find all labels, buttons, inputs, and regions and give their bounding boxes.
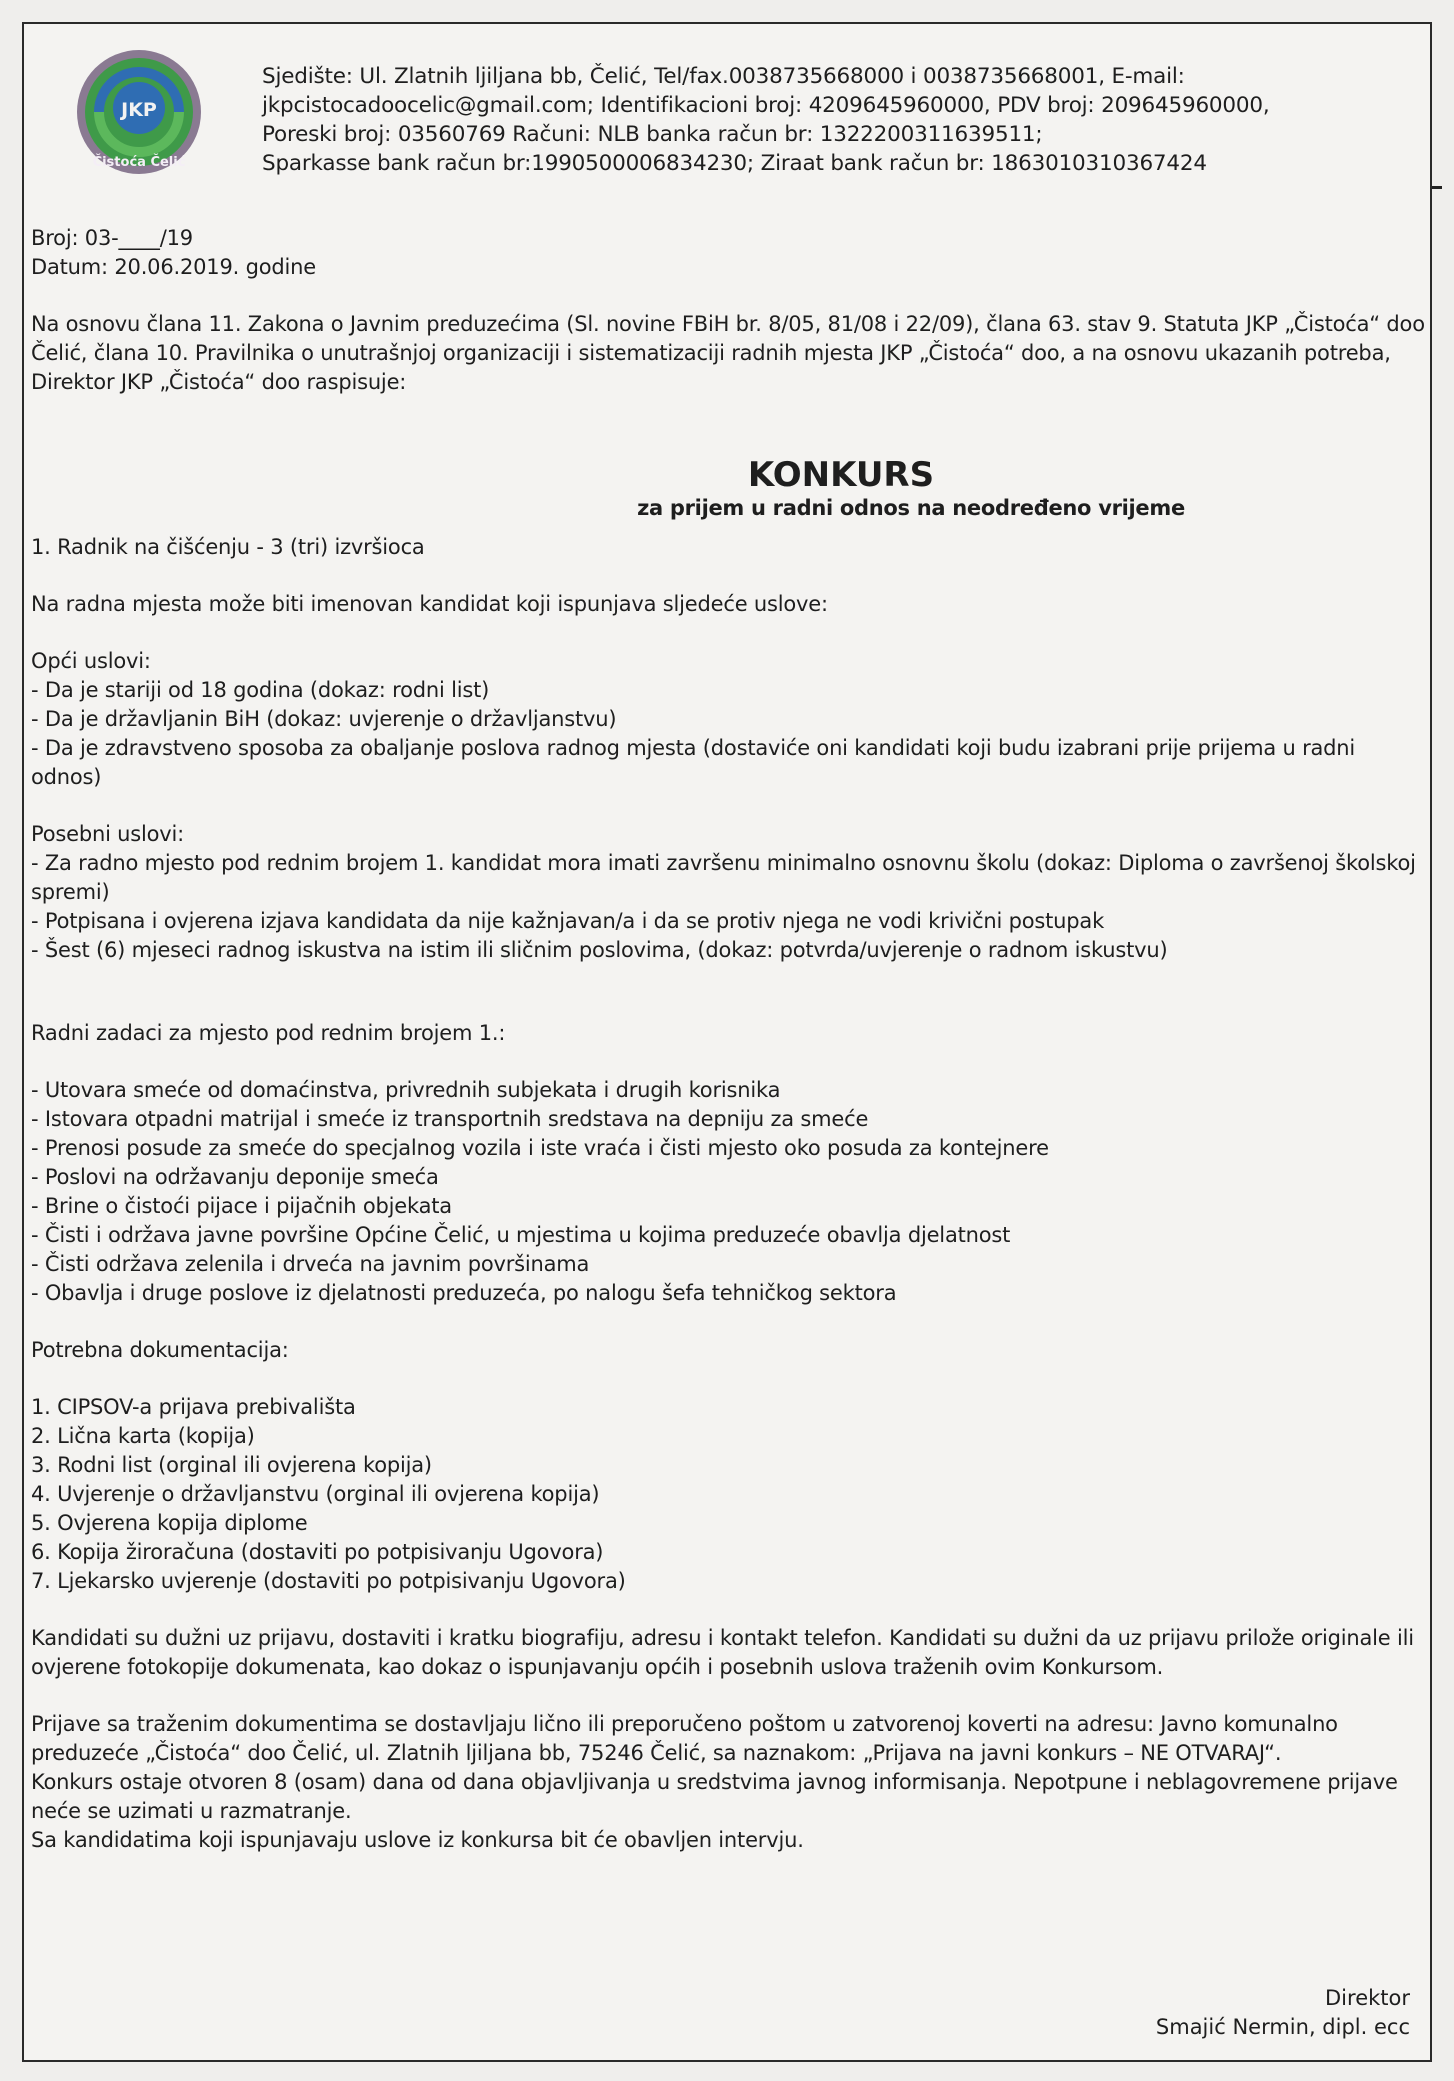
- tasks-heading: Radni zadaci za mjesto pod rednim brojem 1.:: [31, 1021, 506, 1045]
- closing-paragraph: Prijave sa traženim dokumentima se dostavljaju lično ili preporučeno poštom u zatvorenoj koverti na adresu: Javno komunalno preduzeće „Čistoća“ doo Čelić, ul. Zlatnih ljiljana bb, 75246 Čelić, sa naznakom: „Prijava na javni konkurs – NE OTVARAJ“.: [31, 1712, 1338, 1765]
- list-item: - Potpisana i ovjerena izjava kandidata da nije kažnjavan/a i da se protiv njega ne vodi krivični postupak: [31, 909, 1105, 933]
- list-item: 7. Ljekarsko uvjerenje (dostaviti po potpisivanju Ugovora): [31, 1569, 626, 1593]
- company-header: [262, 62, 1422, 178]
- list-item: - Čisti i održava javne površine Općine Čelić, u mjestima u kojima preduzeće obavlja djelatnost: [31, 1223, 1011, 1247]
- list-item: - Brine o čistoći pijace i pijačnih objekata: [31, 1194, 452, 1218]
- conditions-intro: Na radna mjesta može biti imenovan kandidat koji ispunjava sljedeće uslove:: [31, 592, 828, 616]
- list-item: - Za radno mjesto pod rednim brojem 1. kandidat mora imati završenu minimalno osnovnu školu (dokaz: Diploma o završenoj školskoj spremi): [31, 851, 1416, 904]
- list-item: 3. Rodni list (orginal ili ovjerena kopija): [31, 1453, 432, 1477]
- announcement-body: [31, 224, 1431, 1855]
- list-item: - Prenosi posude za smeće do specjalnog vozila i iste vraća i čisti mjesto oko posuda za kontejnere: [31, 1136, 1049, 1160]
- list-item: - Da je stariji od 18 godina (dokaz: rodni list): [31, 678, 490, 702]
- page-title: KONKURS: [747, 455, 935, 495]
- company-logo: [69, 42, 209, 182]
- header-line: jkpcistocadoocelic@gmail.com; Identifikacioni broj: 4209645960000, PDV broj: 209645960000,: [262, 93, 1270, 118]
- closing-paragraph: Sa kandidatima koji ispunjavaju uslove iz konkursa bit će obavljen intervju.: [31, 1828, 804, 1852]
- general-conditions-heading: Opći uslovi:: [31, 649, 151, 673]
- list-item: 2. Lična karta (kopija): [31, 1424, 255, 1448]
- list-item: - Istovara otpadni matrijal i smeće iz transportnih sredstava na depniju za smeće: [31, 1107, 869, 1131]
- title-block: [31, 455, 1431, 521]
- position-title: 1. Radnik na čišćenju - 3 (tri) izvršioca: [31, 535, 425, 559]
- list-item: - Obavlja i druge poslove iz djelatnosti preduzeća, po nalogu šefa tehničkog sektora: [31, 1281, 897, 1305]
- list-item: - Da je državljanin BiH (dokaz: uvjerenje o državljanstvu): [31, 707, 617, 731]
- closing-paragraph: Konkurs ostaje otvoren 8 (osam) dana od dana objavljivanja u sredstvima javnog informisanja. Nepotpune i neblagovremene prijave neće se uzimati u razmatranje.: [31, 1770, 1398, 1823]
- logo-ring-text: Čistoća Čelić: [92, 155, 186, 170]
- list-item: 4. Uvjerenje o državljanstvu (orginal ili ovjerena kopija): [31, 1482, 600, 1506]
- header-line: Poreski broj: 03560769 Računi: NLB banka račun br: 1322200311639511;: [262, 122, 1043, 147]
- list-item: 5. Ovjerena kopija diplome: [31, 1511, 308, 1535]
- signature-name: Smajić Nermin, dipl. ecc: [1155, 2015, 1410, 2039]
- document-number: Broj: 03-____/19: [31, 226, 193, 250]
- list-item: 1. CIPSOV-a prijava prebivališta: [31, 1395, 356, 1419]
- header-line: Sjedište: Ul. Zlatnih ljiljana bb, Čelić, Tel/fax.0038735668000 i 0038735668001, E-mail:: [262, 64, 1185, 89]
- document-date: Datum: 20.06.2019. godine: [31, 255, 316, 279]
- special-conditions-heading: Posebni uslovi:: [31, 822, 185, 846]
- closing-paragraph: Kandidati su dužni uz prijavu, dostaviti i kratku biografiju, adresu i kontakt telefon. Kandidati su dužni da uz prijavu prilože originale ili ovjerene fotokopije dokumenata, kao dokaz o ispunjavanju općih i posebnih uslova traženih ovim Konkursom.: [31, 1626, 1414, 1679]
- list-item: - Utovara smeće od domaćinstva, privrednih subjekata i drugih korisnika: [31, 1078, 781, 1102]
- signature-role: Direktor: [1325, 1986, 1410, 2010]
- list-item: - Da je zdravstveno sposoba za obaljanje poslova radnog mjesta (dostaviće oni kandidati koji budu izabrani prije prijema u radni odnos): [31, 736, 1356, 789]
- page-subtitle: za prijem u radni odnos na neodređeno vrijeme: [637, 496, 1185, 520]
- list-item: - Šest (6) mjeseci radnog iskustva na istim ili sličnim poslovima, (dokaz: potvrda/uvjerenje o radnom iskustvu): [31, 938, 1168, 962]
- intro-paragraph: Na osnovu člana 11. Zakona o Javnim preduzećima (Sl. novine FBiH br. 8/05, 81/08 i 22/09), člana 63. stav 9. Statuta JKP „Čistoća“ doo Čelić, člana 10. Pravilnika o unutrašnjoj organizaciji i sistematizaciji radnih mjesta JKP „Čistoća“ doo, a na osnovu ukazanih potreba, Direktor JKP „Čistoća“ doo raspisuje:: [31, 312, 1425, 394]
- logo-text: JKP: [121, 99, 157, 121]
- documents-heading: Potrebna dokumentacija:: [31, 1338, 289, 1362]
- announcement-page: [22, 22, 1432, 2062]
- list-item: 6. Kopija žiroračuna (dostaviti po potpisivanju Ugovora): [31, 1540, 604, 1564]
- header-line: Sparkasse bank račun br:1990500006834230; Ziraat bank račun br: 1863010310367424: [262, 151, 1207, 176]
- list-item: - Čisti održava zelenila i drveća na javnim površinama: [31, 1252, 590, 1276]
- list-item: - Poslovi na održavanju deponije smeća: [31, 1165, 439, 1189]
- signature-block: [1156, 1984, 1410, 2042]
